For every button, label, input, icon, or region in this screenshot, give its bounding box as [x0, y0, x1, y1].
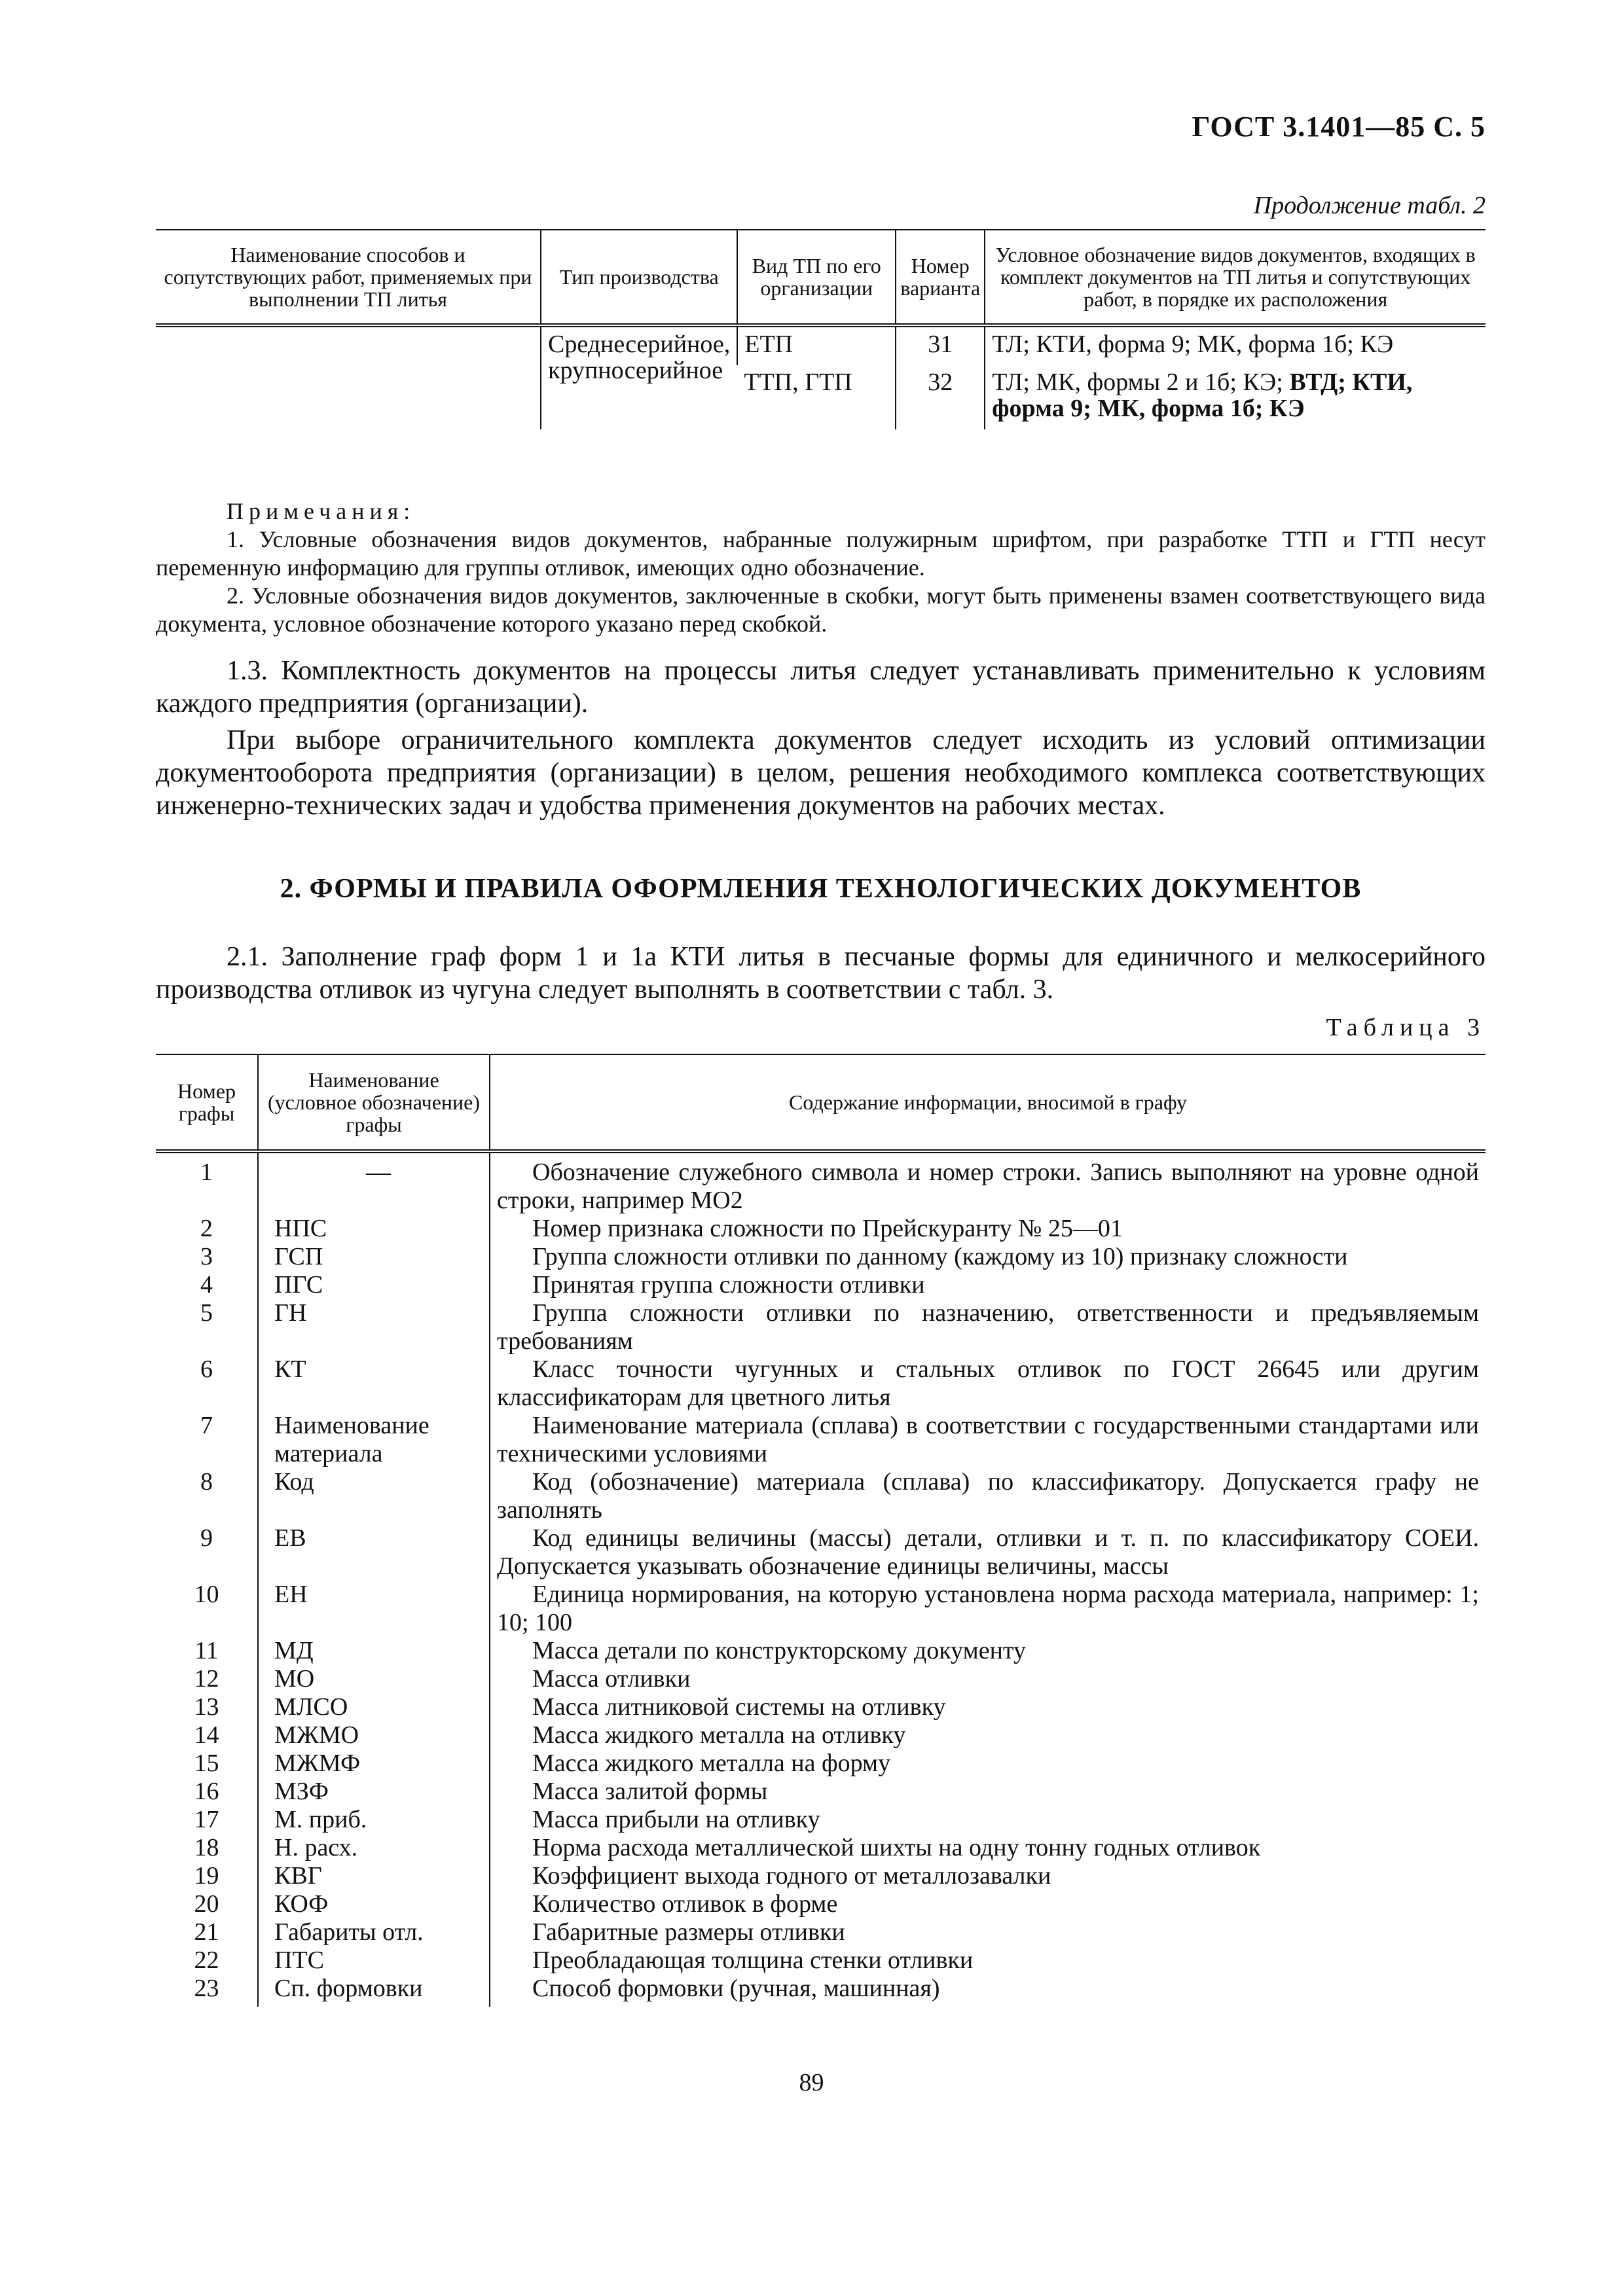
column-number-cell: 20 [194, 1890, 219, 1918]
column-content-cell: Масса литниковой системы на отливку [490, 1693, 1486, 1721]
table-row [156, 1468, 1486, 1524]
table-row [156, 1151, 1486, 1215]
column-content-cell: Номер признака сложности по Прейскуранту № 25—01 [490, 1215, 1486, 1243]
column-name-cell: Наименование материала [258, 1412, 490, 1468]
column-header: Наименование (условное обозначение) графы [258, 1054, 490, 1151]
column-name-cell: МЛСО [258, 1693, 490, 1721]
table-row [156, 1749, 1486, 1778]
column-number-cell: 7 [200, 1412, 213, 1439]
table-row [156, 1890, 1486, 1918]
table-2-continuation [156, 229, 1486, 429]
column-content-cell: Масса жидкого металла на отливку [490, 1721, 1486, 1749]
table-row [156, 325, 1486, 365]
section-body [156, 941, 1486, 1006]
column-content-cell: Код единицы величины (массы) детали, отливки и т. п. по классификатору СОЕИ. Допускается указывать обозначение единицы величины, массы [490, 1524, 1486, 1581]
column-number-cell: 3 [200, 1243, 213, 1270]
column-content-cell: Класс точности чугунных и стальных отливок по ГОСТ 26645 или другим классификаторам для цветного литья [490, 1355, 1486, 1412]
column-name-cell: КВГ [258, 1862, 490, 1890]
section-title: 2. ФОРМЫ И ПРАВИЛА ОФОРМЛЕНИЯ ТЕХНОЛОГИЧЕСКИХ ДОКУМЕНТОВ [280, 874, 1362, 904]
table-header-row [156, 230, 1486, 325]
table-row [156, 1355, 1486, 1412]
table-row [156, 1806, 1486, 1834]
table-row [156, 1271, 1486, 1299]
body-text [156, 655, 1486, 826]
column-number-cell: 18 [194, 1834, 219, 1861]
column-content-cell: Единица нормирования, на которую установлена норма расхода материала, например: 1; 10; 100 [490, 1581, 1486, 1637]
column-content-cell: Способ формовки (ручная, машинная) [490, 1975, 1486, 2007]
table-row [156, 1918, 1486, 1946]
column-header: Номер графы [156, 1054, 258, 1151]
column-number-cell: 8 [200, 1468, 213, 1496]
column-number-cell: 16 [194, 1778, 219, 1805]
column-content-cell: Масса детали по конструкторскому документу [490, 1637, 1486, 1665]
column-name-cell: МЖМО [258, 1721, 490, 1749]
column-number-cell: 5 [200, 1299, 213, 1327]
table-3-label: Таблица 3 [1326, 1014, 1486, 1041]
column-number-cell: 23 [194, 1975, 219, 2002]
column-number-cell: 21 [194, 1918, 219, 1946]
table-row [156, 1834, 1486, 1862]
table-row [156, 1215, 1486, 1243]
paragraph: 1.3. Комплектность документов на процессы литья следует устанавливать применительно к условиям каждого предприятия (организации). [156, 656, 1486, 719]
table-3 [156, 1054, 1486, 2007]
column-header: Наименование способов и сопутствующих работ, применяемых при выполнении ТП литья [156, 230, 541, 325]
production-type-cell: Среднесерийное, крупносерийное [541, 325, 737, 429]
table-row [156, 1665, 1486, 1693]
column-number-cell: 17 [194, 1806, 219, 1833]
column-number-cell: 22 [194, 1946, 219, 1974]
column-header: Вид ТП по его организации [737, 230, 896, 325]
table-row [156, 1693, 1486, 1721]
column-name-cell: ПГС [258, 1271, 490, 1299]
column-name-cell: ГН [258, 1299, 490, 1355]
column-header: Условное обозначение видов документов, входящих в комплект документов на ТП литья и сопутствующих работ, в порядке их расположения [985, 230, 1486, 325]
column-number-cell: 6 [200, 1355, 213, 1383]
tp-type-cell: ТТП, ГТП [744, 368, 852, 396]
column-content-cell: Масса прибыли на отливку [490, 1806, 1486, 1834]
column-content-cell: Группа сложности отливки по данному (каждому из 10) признаку сложности [490, 1243, 1486, 1271]
column-content-cell: Норма расхода металлической шихты на одну тонну годных отливок [490, 1834, 1486, 1862]
column-number-cell: 1 [200, 1158, 213, 1186]
table-row [156, 1721, 1486, 1749]
column-number-cell: 2 [200, 1215, 213, 1242]
column-name-cell: ГСП [258, 1243, 490, 1271]
column-content-cell: Масса жидкого металла на форму [490, 1749, 1486, 1778]
table-row [156, 1581, 1486, 1637]
column-name-cell: ЕН [258, 1581, 490, 1637]
tp-type-cell: ЕТП [737, 325, 896, 365]
column-name-cell: КОФ [258, 1890, 490, 1918]
table-row [156, 1412, 1486, 1468]
column-number-cell: 13 [194, 1693, 219, 1721]
column-number-cell: 12 [194, 1665, 219, 1693]
note-item: 2. Условные обозначения видов документов, заключенные в скобки, могут быть применены взамен соответствующего вида документа, условное обозначение которого указано перед скобкой. [156, 583, 1486, 637]
method-cell [156, 325, 541, 429]
column-name-cell: — [258, 1151, 490, 1215]
table-row [156, 1975, 1486, 2007]
notes-block [156, 497, 1486, 638]
column-name-cell: КТ [258, 1355, 490, 1412]
column-content-cell: Масса отливки [490, 1665, 1486, 1693]
table-row [156, 1299, 1486, 1355]
column-content-cell: Преобладающая толщина стенки отливки [490, 1946, 1486, 1975]
column-content-cell: Масса залитой формы [490, 1778, 1486, 1806]
variant-number-cell: 31 [896, 325, 985, 365]
column-name-cell: Н. расх. [258, 1834, 490, 1862]
column-name-cell: ПТС [258, 1946, 490, 1975]
table-row [156, 1778, 1486, 1806]
column-content-cell: Обозначение служебного символа и номер строки. Запись выполняют на уровне одной строки, например МО2 [490, 1151, 1486, 1215]
column-content-cell: Количество отливок в форме [490, 1890, 1486, 1918]
documents-cell: ТЛ; МК, формы 2 и 1б; КЭ; ВТД; КТИ, форма 9; МК, форма 1б; КЭ [985, 365, 1486, 429]
column-header: Содержание информации, вносимой в графу [490, 1054, 1486, 1151]
column-name-cell: МО [258, 1665, 490, 1693]
note-item: 1. Условные обозначения видов документов, набранные полужирным шрифтом, при разработке ТТП и ГТП несут переменную информацию для группы отливок, имеющих одно обозначение. [156, 526, 1486, 581]
column-name-cell: М. приб. [258, 1806, 490, 1834]
column-content-cell: Коэффициент выхода годного от металлозавалки [490, 1862, 1486, 1890]
column-content-cell: Принятая группа сложности отливки [490, 1271, 1486, 1299]
table-row [156, 1946, 1486, 1975]
column-name-cell: Сп. формовки [258, 1975, 490, 2007]
column-header: Номер варианта [896, 230, 985, 325]
column-number-cell: 9 [200, 1524, 213, 1552]
variant-number-cell: 32 [896, 365, 985, 429]
column-number-cell: 19 [194, 1862, 219, 1890]
column-number-cell: 10 [194, 1581, 219, 1608]
table-row [156, 1524, 1486, 1581]
column-number-cell: 4 [200, 1271, 213, 1299]
column-name-cell: Код [258, 1468, 490, 1524]
column-content-cell: Габаритные размеры отливки [490, 1918, 1486, 1946]
page-header: ГОСТ 3.1401—85 С. 5 [1192, 111, 1486, 143]
documents-cell: ТЛ; КТИ, форма 9; МК, форма 1б; КЭ [985, 325, 1486, 365]
column-number-cell: 14 [194, 1721, 219, 1749]
column-name-cell: ЕВ [258, 1524, 490, 1581]
column-number-cell: 15 [194, 1749, 219, 1777]
column-name-cell: МЗФ [258, 1778, 490, 1806]
paragraph: При выборе ограничительного комплекта документов следует исходить из условий оптимизации документооборота предприятия (организации) в целом, решения необходимого комплекса соответствующих инженерно-технических задач и удобства применения документов на рабочих местах. [156, 725, 1486, 821]
column-name-cell: Габариты отл. [258, 1918, 490, 1946]
column-content-cell: Группа сложности отливки по назначению, ответственности и предъявляемым требованиям [490, 1299, 1486, 1355]
table-continuation-label: Продолжение табл. 2 [1253, 192, 1486, 219]
page-number: 89 [799, 2069, 824, 2096]
column-content-cell: Код (обозначение) материала (сплава) по классификатору. Допускается графу не заполнять [490, 1468, 1486, 1524]
column-content-cell: Наименование материала (сплава) в соответствии с государственными стандартами или техническими условиями [490, 1412, 1486, 1468]
column-name-cell: МЖМФ [258, 1749, 490, 1778]
column-name-cell: МД [258, 1637, 490, 1665]
column-header: Тип производства [541, 230, 737, 325]
column-name-cell: НПС [258, 1215, 490, 1243]
table-row [156, 1862, 1486, 1890]
table-header-row [156, 1054, 1486, 1151]
notes-title: Примечания: [227, 498, 416, 524]
table-row [156, 1243, 1486, 1271]
column-number-cell: 11 [194, 1637, 219, 1664]
table-row [156, 1637, 1486, 1665]
paragraph: 2.1. Заполнение граф форм 1 и 1а КТИ литья в песчаные формы для единичного и мелкосерийного производства отливок из чугуна следует выполнять в соответствии с табл. 3. [156, 942, 1486, 1005]
